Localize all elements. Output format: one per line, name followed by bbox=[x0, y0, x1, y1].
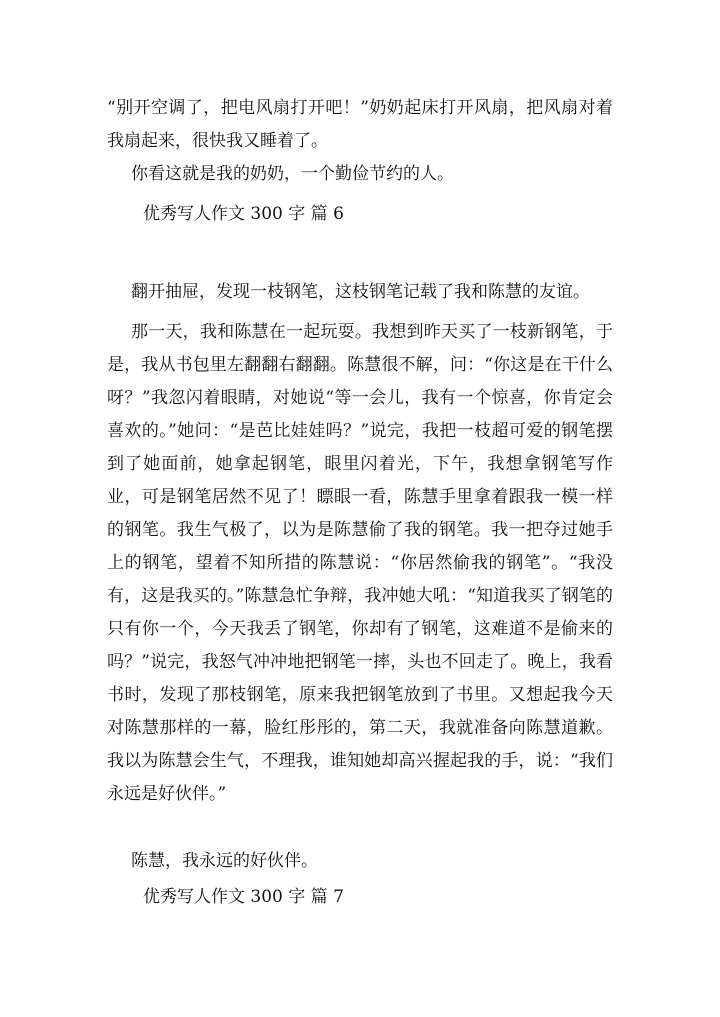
paragraph-grandma-summary: 你看这就是我的奶奶，一个勤俭节约的人。 bbox=[131, 164, 454, 184]
paragraph-pen-intro: 翻开抽屉，发现一枝钢笔，这枝钢笔记载了我和陈慧的友谊。 bbox=[131, 282, 590, 302]
paragraph-pen-story: 那一天，我和陈慧在一起玩耍。我想到昨天买了一枝新钢笔，于是，我从书包里左翻翻右翻翻。陈慧很不解，问：“你这是在干什么呀？”我忽闪着眼睛，对她说“等一会儿，我有一个惊喜，你肯定会喜欢的。”她问：“是芭比娃娃吗？”说完，我把一枝超可爱的钢笔摆到了她面前，她拿起钢笔，眼里闪着光，下午，我想拿钢笔写作业，可是钢笔居然不见了！瞟眼一看，陈慧手里拿着跟我一模一样的钢笔。我生气极了，以为是陈慧偷了我的钢笔。我一把夺过她手上的钢笔，望着不知所措的陈慧说：“你居然偷我的钢笔”。“我没有，这是我买的。”陈慧急忙争辩，我冲她大吼：“知道我买了钢笔的只有你一个，今天我丢了钢笔，你却有了钢笔，这难道不是偷来的吗？”说完，我怒气冲冲地把钢笔一摔，头也不回走了。晚上，我看书时，发现了那枝钢笔，原来我把钢笔放到了书里。又想起我今天对陈慧那样的一幕，脸红彤彤的，第二天，我就准备向陈慧道歉。我以为陈慧会生气，不理我，谁知她却高兴握起我的手，说：“我们永远是好伙伴。” bbox=[107, 322, 613, 804]
paragraph-pen-conclusion: 陈慧，我永远的好伙伴。 bbox=[131, 851, 318, 871]
section-heading-7: 优秀写人作文 300 字 篇 7 bbox=[143, 887, 344, 907]
paragraph-grandma-fan: “别开空调了，把电风扇打开吧！”奶奶起床打开风扇，把风扇对着我扇起来，很快我又睡着了。 bbox=[107, 98, 613, 151]
section-heading-6: 优秀写人作文 300 字 篇 6 bbox=[143, 204, 344, 224]
